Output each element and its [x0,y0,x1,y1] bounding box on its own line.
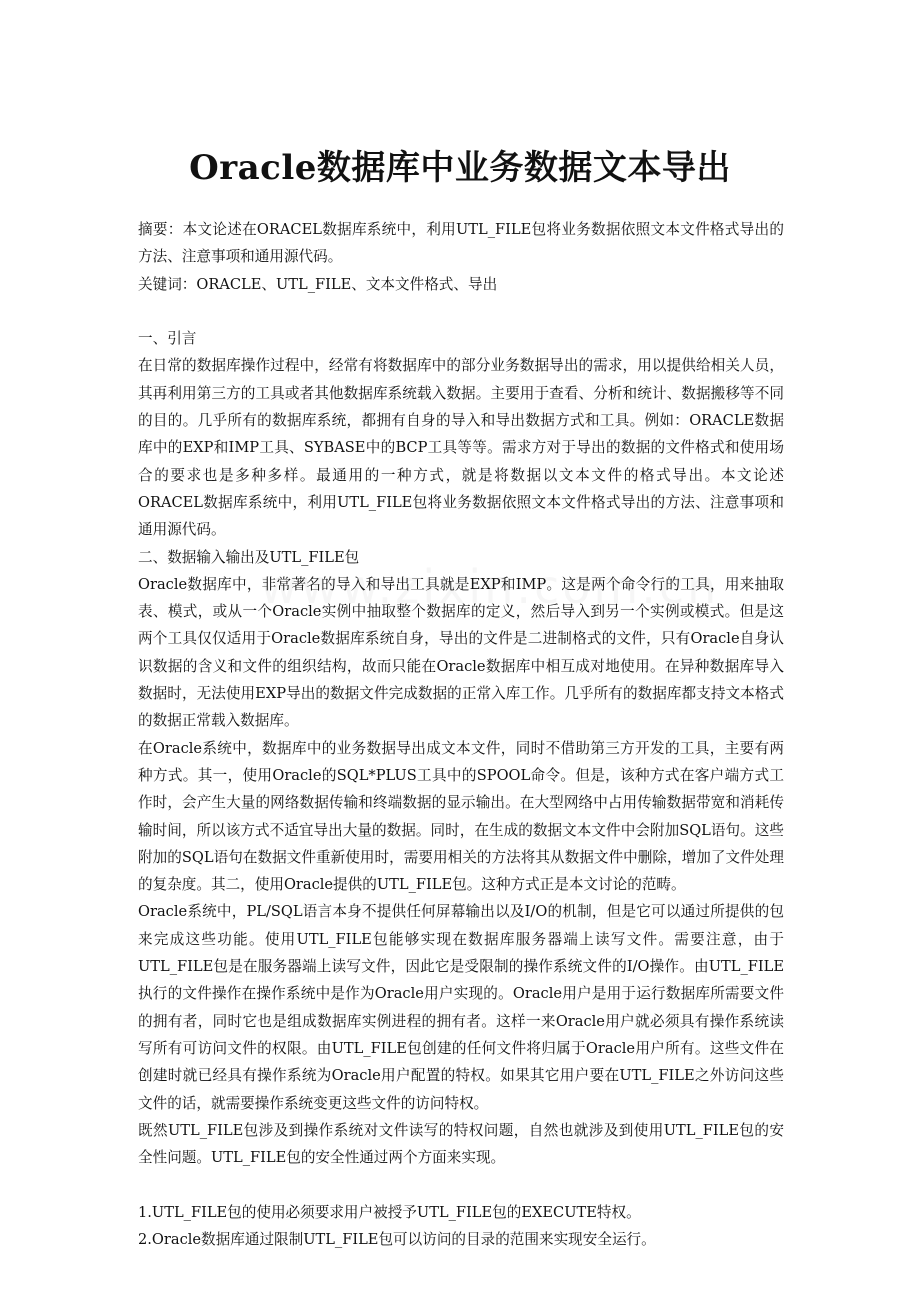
body-paragraph: Oracle数据库中，非常著名的导入和导出工具就是EXP和IMP。这是两个命令行的工具，用来抽取表、模式，或从一个Oracle实例中抽取整个数据库的定义，然后导入到另一个实例或模式。但是这两个工具仅仅适用于Oracle数据库系统自身，导出的文件是二进制格式的文件，只有Oracle自身认识数据的含义和文件的组织结构，故而只能在Oracle数据库中相互成对地使用。在异种数据库导入数据时，无法使用EXP导出的数据文件完成数据的正常入库工作。几乎所有的数据库都支持文本格式的数据正常载入数据库。 [138,575,784,730]
list-item: 2.Oracle数据库通过限制UTL_FILE包可以访问的目录的范围来实现安全运行。 [138,1230,656,1248]
blank-line [138,298,784,325]
document-title: Oracle数据库中业务数据文本导出 [189,148,731,188]
document-body [138,216,784,1253]
section-heading-introduction: 一、引言 [138,330,197,348]
body-paragraph: 在Oracle系统中，数据库中的业务数据导出成文本文件，同时不借助第三方开发的工具，主要有两种方式。其一，使用Oracle的SQL*PLUS工具中的SPOOL命令。但是，该种方式在客户端方式工作时，会产生大量的网络数据传输和终端数据的显示输出。在大型网络中占用传输数据带宽和消耗传输时间，所以该方式不适宜导出大量的数据。同时，在生成的数据文本文件中会附加SQL语句。这些附加的SQL语句在数据文件重新使用时，需要用相关的方法将其从数据文件中删除，增加了文件处理的复杂度。其二，使用Oracle提供的UTL_FILE包。这种方式正是本文讨论的范畴。 [138,739,784,894]
body-paragraph: 既然UTL_FILE包涉及到操作系统对文件读写的特权问题，自然也就涉及到使用UTL_FILE包的安全性问题。UTL_FILE包的安全性通过两个方面来实现。 [138,1121,784,1167]
keywords-line: 关键词：ORACLE、UTL_FILE、文本文件格式、导出 [138,275,498,293]
list-item: 1.UTL_FILE包的使用必须要求用户被授予UTL_FILE包的EXECUTE特权。 [138,1203,641,1221]
blank-line [138,1171,784,1198]
introduction-paragraph: 在日常的数据库操作过程中，经常有将数据库中的部分业务数据导出的需求，用以提供给相关人员，其再利用第三方的工具或者其他数据库系统载入数据。主要用于查看、分析和统计、数据搬移等不同的目的。几乎所有的数据库系统，都拥有自身的导入和导出数据方式和工具。例如：ORACLE数据库中的EXP和IMP工具、SYBASE中的BCP工具等等。需求方对于导出的数据的文件格式和使用场合的要求也是多种多样。最通用的一种方式，就是将数据以文本文件的格式导出。本文论述ORACEL数据库系统中，利用UTL_FILE包将业务数据依照文本文件格式导出的方法、注意事项和通用源代码。 [138,357,784,539]
body-paragraph: Oracle系统中，PL/SQL语言本身不提供任何屏幕输出以及I/O的机制，但是它可以通过所提供的包来完成这些功能。使用UTL_FILE包能够实现在数据库服务器端上读写文件。需要注意，由于UTL_FILE包是在服务器端上读写文件，因此它是受限制的操作系统文件的I/O操作。由UTL_FILE执行的文件操作在操作系统中是作为Oracle用户实现的。Oracle用户是用于运行数据库所需要文件的拥有者，同时它也是组成数据库实例进程的拥有者。这样一来Oracle用户就必须具有操作系统读写所有可访问文件的权限。由UTL_FILE包创建的任何文件将归属于Oracle用户所有。这些文件在创建时就已经具有操作系统为Oracle用户配置的特权。如果其它用户要在UTL_FILE之外访问这些文件的话，就需要操作系统变更这些文件的访问特权。 [138,903,784,1112]
abstract-paragraph: 摘要：本文论述在ORACEL数据库系统中，利用UTL_FILE包将业务数据依照文本文件格式导出的方法、注意事项和通用源代码。 [138,221,784,266]
section-heading-utl-file: 二、数据输入输出及UTL_FILE包 [138,548,360,566]
